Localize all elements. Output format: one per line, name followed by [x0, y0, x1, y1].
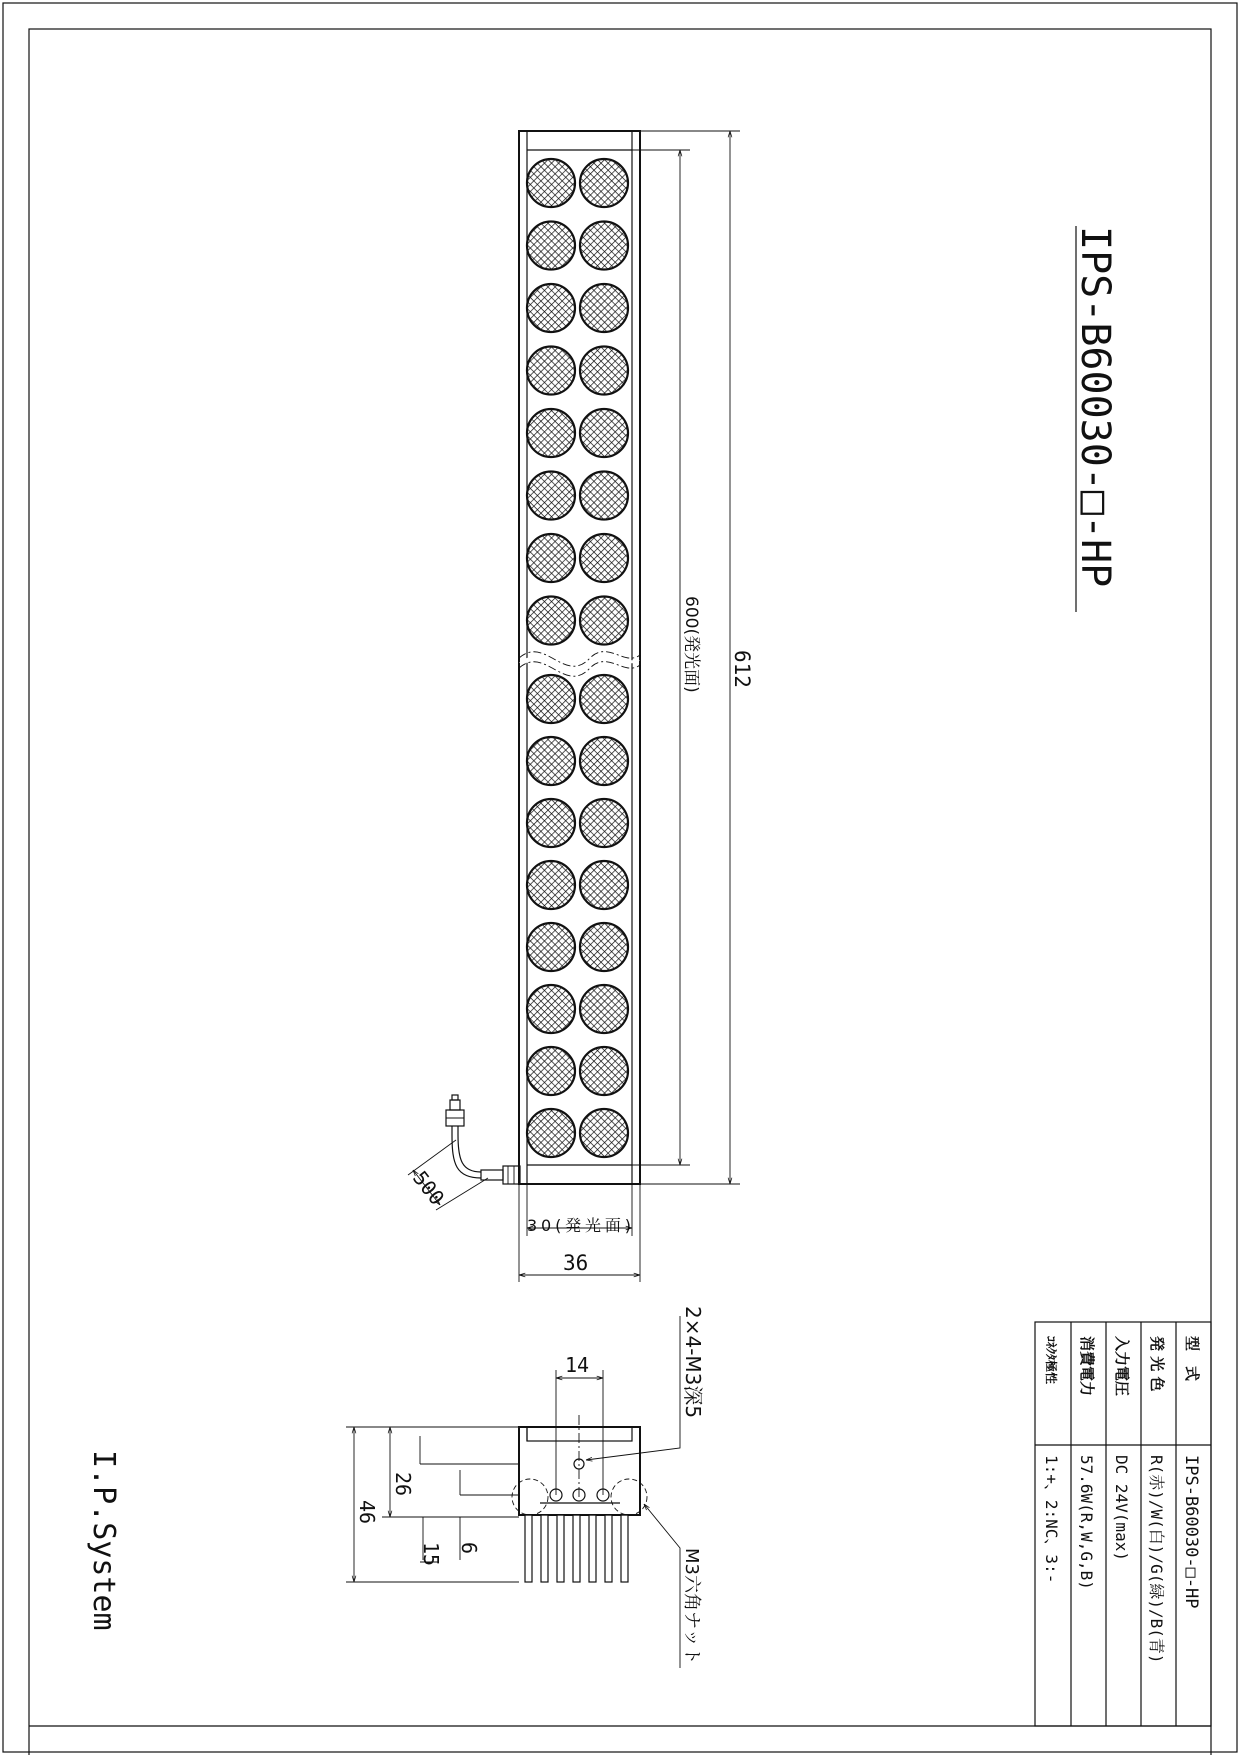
spec-label-3: 入力電圧: [1113, 1336, 1131, 1397]
spec-label-4: 消費電力: [1078, 1336, 1096, 1397]
dim-36: 36: [563, 1251, 589, 1275]
led-8-2: [580, 597, 628, 645]
dim-612: 612: [730, 650, 754, 688]
led-11-2: [580, 799, 628, 847]
spec-value-2: R(赤)/W(白)/G(緑)/B(青): [1147, 1455, 1166, 1664]
led-13-2: [580, 923, 628, 971]
led-2-1: [527, 222, 575, 270]
dim-6: 6: [457, 1542, 481, 1555]
heatsink-fin: [589, 1515, 596, 1582]
hex-nut-right: [611, 1479, 647, 1515]
dim-widths: [519, 1184, 640, 1282]
led-4-1: [527, 347, 575, 395]
spec-value-3: DC 24V(max): [1112, 1455, 1131, 1561]
led-15-2: [580, 1047, 628, 1095]
spec-value-5: 1:+、2:NC、3:-: [1042, 1455, 1061, 1584]
spec-label-1: 型 式: [1183, 1336, 1201, 1382]
spec-label-2: 発 光 色: [1148, 1336, 1166, 1392]
dim-46: 46: [355, 1500, 379, 1525]
dim-30: 30(発光面): [527, 1216, 631, 1235]
led-5-1: [527, 409, 575, 457]
led-6-2: [580, 472, 628, 520]
heatsink-fin: [573, 1515, 580, 1582]
led-12-1: [527, 861, 575, 909]
led-4-2: [580, 347, 628, 395]
heatsink-fin: [525, 1515, 532, 1582]
spec-table: [1035, 1322, 1211, 1726]
heatsink-fin: [541, 1515, 548, 1582]
led-5-2: [580, 409, 628, 457]
dim-14: 14: [565, 1353, 590, 1377]
light-bar-top-view: [519, 131, 640, 1184]
led-3-2: [580, 284, 628, 332]
led-7-2: [580, 534, 628, 582]
led-9-1: [527, 675, 575, 723]
dim-15: 15: [419, 1542, 443, 1567]
dim-600: 600(発光面): [681, 596, 701, 693]
led-10-2: [580, 737, 628, 785]
led-14-2: [580, 985, 628, 1033]
cable-connector: [446, 1095, 520, 1184]
hex-nut-left: [512, 1479, 548, 1515]
dim-cable: [408, 1140, 488, 1210]
cross-section-view: [346, 1306, 705, 1668]
spec-value-4: 57.6W(R,W,G,B): [1077, 1455, 1096, 1590]
dim-cable-500: 500: [408, 1166, 450, 1210]
dim-emitting-length: [632, 150, 701, 1165]
heatsink-fin: [557, 1515, 564, 1582]
spec-value-1: IPS-B60030-□-HP: [1181, 1455, 1201, 1609]
led-6-1: [527, 472, 575, 520]
led-1-2: [580, 159, 628, 207]
model-title: [1072, 226, 1118, 612]
led-12-2: [580, 861, 628, 909]
led-3-1: [527, 284, 575, 332]
led-13-1: [527, 923, 575, 971]
svg-text:IPS-B60030-□-HP: IPS-B60030-□-HP: [1072, 226, 1118, 588]
led-1-1: [527, 159, 575, 207]
heatsink-fin: [621, 1515, 628, 1582]
led-16-2: [580, 1109, 628, 1157]
spec-label-5: ｺﾈｸﾀ極性: [1044, 1336, 1058, 1385]
heatsink-fin: [605, 1515, 612, 1582]
led-10-1: [527, 737, 575, 785]
led-7-1: [527, 534, 575, 582]
callout-mount-holes: 2×4-M3深5: [681, 1306, 705, 1419]
brand-logo-text: I.P.System: [86, 1450, 121, 1631]
led-15-1: [527, 1047, 575, 1095]
callout-hex-nut: M3六角ナット: [681, 1548, 702, 1665]
led-2-2: [580, 222, 628, 270]
led-11-1: [527, 799, 575, 847]
led-16-1: [527, 1109, 575, 1157]
led-8-1: [527, 597, 575, 645]
led-9-2: [580, 675, 628, 723]
dim-26: 26: [391, 1472, 415, 1497]
led-14-1: [527, 985, 575, 1033]
